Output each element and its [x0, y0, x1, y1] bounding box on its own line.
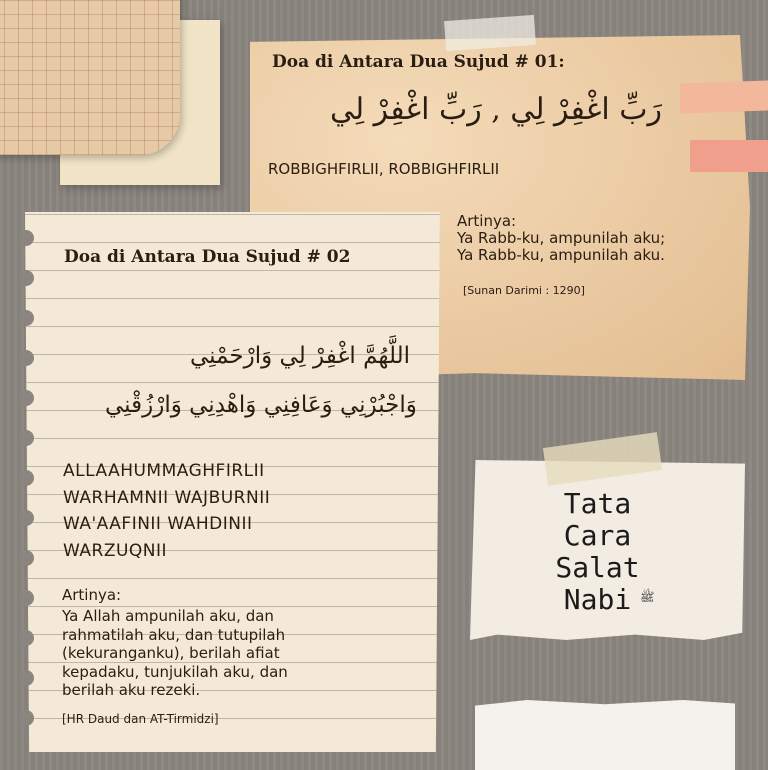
pink-tab [690, 140, 768, 172]
doa1-source: [Sunan Darimi : 1290] [463, 284, 585, 297]
doa2-artinya-line: (kekuranganku), berilah afiat [62, 644, 280, 662]
doa2-arabic-line: اللَّهُمَّ اغْفِرْ لِي وَارْحَمْنِي [190, 343, 411, 369]
doa2-latin [63, 458, 270, 564]
doa2-artinya-line: rahmatilah aku, dan tutupilah [62, 625, 286, 644]
card-title-line: Cara [563, 519, 632, 552]
notebook-holes [20, 230, 34, 750]
doa1-arabic: رَبِّ اغْفِرْ لِي , رَبِّ اغْفِرْ لِي [330, 92, 663, 127]
doa2-artinya-line: Ya Allah ampunilah aku, dan [62, 607, 274, 625]
card-title-line: Tata [563, 487, 632, 520]
doa2-arabic-line: وَاجْبُرْنِي وَعَافِنِي وَاهْدِنِي وَارْزُقْنِي [105, 392, 417, 418]
doa2-artinya-label: Artinya: [62, 586, 122, 604]
torn-white-paper [475, 700, 735, 770]
doa1-artinya-line: Ya Rabb-ku, ampunilah aku. [457, 246, 665, 264]
doa2-artinya-text [62, 607, 402, 700]
doa1-artinya-text [457, 230, 747, 264]
doa2-latin-line: WARHAMNII WAJBURNII [63, 487, 271, 508]
doa1-artinya-label: Artinya: [457, 212, 517, 230]
pink-tab [680, 80, 768, 113]
doa2-source: [HR Daud dan AT-Tirmidzi] [62, 712, 219, 726]
doa1-artinya-line: Ya Rabb-ku, ampunilah aku; [457, 229, 666, 247]
doa2-latin-line: ALLAAHUMMAGHFIRLII [63, 461, 265, 481]
card-title-line: Nabi [563, 583, 632, 616]
grid-paper-note [0, 0, 180, 155]
doa2-title: Doa di Antara Dua Sujud # 02 [64, 247, 351, 267]
doa2-artinya-line: berilah aku rezeki. [62, 681, 201, 699]
card-title-line: Salat [555, 551, 640, 584]
doa2-artinya-line: kepadaku, tunjukilah aku, dan [62, 662, 288, 681]
doa2-latin-line: WA'AAFINII WAHDINII [63, 514, 253, 534]
tape-strip [444, 15, 536, 51]
doa1-latin: ROBBIGHFIRLII, ROBBIGHFIRLII [268, 160, 500, 178]
saw-honorific-icon: ﷺ [640, 590, 655, 604]
doa2-latin-line: WARZUQNII [63, 540, 168, 561]
doa1-title: Doa di Antara Dua Sujud # 01: [272, 52, 565, 72]
